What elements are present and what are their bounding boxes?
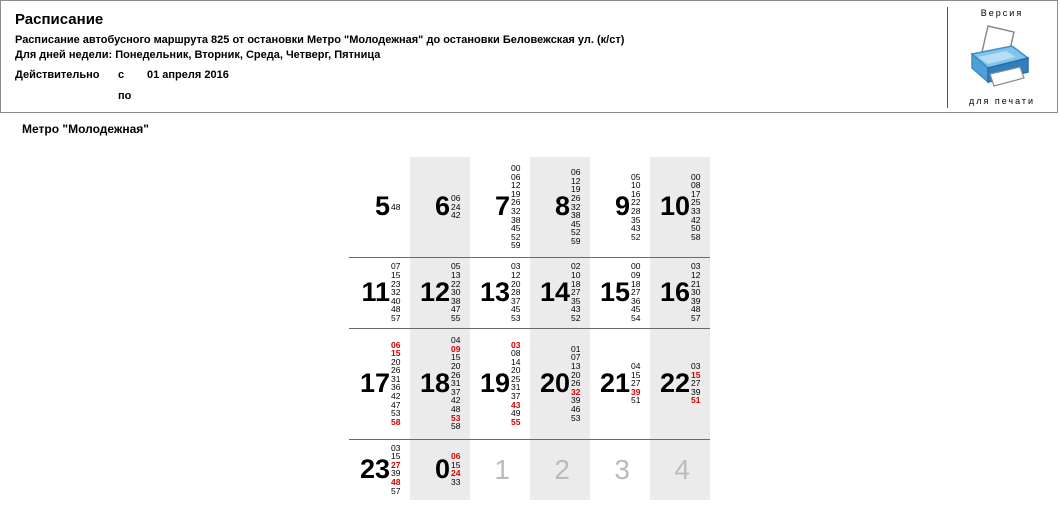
departure-minute: 47 [391,399,401,410]
departure-minute: 52 [511,231,521,242]
hour-label: 8 [554,191,570,221]
departure-minute: 25 [511,373,521,384]
departure-minute-highlighted: 43 [511,399,521,410]
hour-label: 11 [361,276,390,307]
departure-minute: 27 [631,287,641,298]
departure-minute: 39 [391,468,401,479]
hour-cell [649,439,709,500]
departure-minute: 06 [571,167,581,178]
header-panel [0,0,1058,113]
departure-minute: 46 [571,403,581,414]
departure-minute: 07 [571,352,581,363]
departure-minute: 09 [631,269,641,280]
departure-minute-highlighted: 15 [391,348,401,359]
departure-minute-highlighted: 55 [511,416,521,427]
to-label: по [118,90,132,102]
departure-minute: 00 [631,261,641,272]
departure-minute: 48 [391,201,401,212]
departure-minute: 59 [571,236,581,247]
departure-minute: 53 [391,408,401,419]
departure-minute: 31 [451,378,461,389]
departure-minute: 21 [691,278,701,289]
departure-minute: 20 [451,360,461,371]
hour-label: 21 [599,367,630,398]
departure-minute: 00 [511,163,521,173]
departure-minute: 59 [511,240,521,251]
departure-minute: 42 [451,395,461,406]
departure-minute: 14 [511,356,521,367]
hour-cell [409,257,469,328]
departure-minute: 49 [511,408,521,419]
hour-cell [469,439,529,500]
print-label-bottom: для печати [968,96,1036,106]
departure-minute: 03 [691,361,701,371]
departure-minute: 32 [511,205,521,216]
route-description: Расписание автобусного маршрута 825 от остановки Метро "Молодежная" до остановки Беловежская ул. (к/ст) [15,34,625,46]
hour-cell [349,257,409,328]
departure-minute: 39 [691,386,701,397]
minutes-list [571,345,580,422]
hour-label: 9 [614,191,630,221]
departure-minute: 40 [391,295,401,306]
departure-minute: 38 [451,295,461,306]
print-label-top: Версия [980,8,1024,18]
departure-minute: 00 [691,171,701,182]
departure-minute-highlighted: 48 [391,477,401,488]
departure-minute-highlighted: 24 [451,468,461,479]
hour-label: 6 [434,191,450,221]
hour-cell [469,328,529,439]
departure-minute: 37 [511,295,521,306]
hour-label: 19 [479,367,510,398]
minutes-list [631,262,640,322]
minutes-list [691,173,700,242]
departure-minute: 25 [691,197,701,208]
departure-minute: 38 [511,214,521,225]
departure-minute: 45 [571,218,581,229]
departure-minute: 26 [571,378,581,389]
hour-label: 14 [539,276,570,307]
hour-label: 22 [659,367,690,398]
departure-minute: 57 [391,312,401,323]
departure-minute: 42 [691,214,701,225]
departure-minute: 24 [451,201,461,212]
departure-minute: 06 [511,171,521,182]
stop-name: Метро "Молодежная" [22,122,149,136]
departure-minute: 19 [571,184,581,195]
departure-minute: 26 [571,193,581,204]
departure-minute-highlighted: 51 [691,395,701,406]
departure-minute: 02 [571,261,581,272]
hour-cell [349,439,409,500]
hour-label: 15 [599,276,630,307]
minutes-list [571,262,580,322]
departure-minute: 15 [631,369,641,380]
hour-label: 7 [494,191,510,221]
departure-minute: 08 [691,180,701,191]
departure-minute: 48 [451,403,461,414]
departure-minute: 28 [631,205,641,216]
hour-cell [589,257,649,328]
schedule-grid [349,157,710,500]
departure-minute: 08 [511,348,521,359]
hour-label: 13 [479,276,510,307]
departure-minute-highlighted: 32 [571,386,581,397]
hour-label: 16 [659,276,690,307]
departure-minute: 27 [571,287,581,298]
departure-minute: 52 [631,231,641,242]
departure-minute: 20 [511,365,521,376]
hour-cell [529,439,589,500]
departure-minute: 12 [571,175,581,186]
printer-icon[interactable] [968,24,1032,90]
departure-minute: 35 [571,295,581,306]
hour-cell [589,157,649,257]
departure-minute: 45 [511,223,521,234]
departure-minute: 04 [631,361,641,371]
departure-minute: 05 [451,261,461,272]
minutes-list [511,341,520,427]
hour-cell [589,439,649,500]
hour-label: 1 [494,453,510,485]
departure-minute: 22 [631,197,641,208]
departure-minute: 13 [451,269,461,280]
minutes-list [391,341,400,427]
departure-minute: 47 [451,304,461,315]
departure-minute: 13 [571,360,581,371]
departure-minute: 58 [691,231,701,242]
hour-label: 18 [419,367,450,398]
departure-minute: 20 [391,356,401,367]
hour-cell [349,328,409,439]
departure-minute-highlighted: 15 [691,369,701,380]
departure-minute: 26 [451,369,461,380]
minutes-list [571,168,580,245]
departure-minute: 12 [691,269,701,280]
departure-minute: 03 [511,261,521,272]
hour-label: 12 [419,276,450,307]
departure-minute: 03 [391,442,401,453]
departure-minute-highlighted: 53 [451,412,461,423]
departure-minute: 15 [451,459,461,470]
departure-minute: 04 [451,335,461,346]
departure-minute: 39 [571,395,581,406]
departure-minute: 26 [391,365,401,376]
departure-minute: 16 [631,188,641,199]
hour-label: 4 [674,453,690,485]
minutes-list [511,262,520,322]
hour-label: 17 [359,367,390,398]
hour-cell [409,328,469,439]
departure-minute: 15 [451,352,461,363]
minutes-list [511,164,520,250]
departure-minute: 42 [391,391,401,402]
minutes-list [691,262,700,322]
departure-minute: 20 [571,369,581,380]
departure-minute-highlighted: 06 [391,339,401,350]
hour-cell [409,157,469,257]
departure-minute: 27 [631,378,641,389]
hour-label: 23 [359,453,390,484]
departure-minute: 05 [631,171,641,182]
minutes-list [391,444,400,496]
hour-cell [529,257,589,328]
departure-minute: 35 [631,214,641,225]
departure-minute: 10 [631,180,641,191]
hour-cell [649,328,709,439]
departure-minute: 45 [511,304,521,315]
departure-minute: 52 [571,312,581,323]
departure-minute: 48 [391,304,401,315]
departure-minute: 28 [511,287,521,298]
hour-cell [649,257,709,328]
departure-minute-highlighted: 39 [631,386,641,397]
departure-minute: 03 [691,261,701,272]
departure-minute-highlighted: 03 [511,339,521,350]
from-date: 01 апреля 2016 [147,69,229,81]
departure-minute: 57 [691,312,701,323]
departure-minute-highlighted: 06 [451,451,461,462]
hour-label: 20 [539,367,570,398]
hour-label: 5 [374,191,390,221]
departure-minute: 31 [391,373,401,384]
hour-cell [589,328,649,439]
minutes-list [451,262,460,322]
departure-minute: 36 [631,295,641,306]
departure-minute: 43 [571,304,581,315]
hour-cell [529,157,589,257]
departure-minute: 22 [451,278,461,289]
departure-minute: 58 [451,421,461,432]
minutes-list [391,262,400,322]
page-title: Расписание [15,11,104,28]
departure-minute: 43 [631,223,641,234]
print-version-link[interactable] [950,6,1054,108]
departure-minute: 30 [691,287,701,298]
minutes-list [631,173,640,242]
departure-minute: 01 [571,343,581,354]
departure-minute: 53 [511,312,521,323]
minutes-list [451,452,460,486]
valid-label: Действительно [15,69,100,81]
hour-label: 3 [614,453,630,485]
departure-minute: 48 [691,304,701,315]
departure-minute: 51 [631,395,641,406]
departure-minute: 39 [691,295,701,306]
departure-minute: 18 [571,278,581,289]
departure-minute: 15 [391,451,401,462]
hour-cell [469,157,529,257]
minutes-list [631,362,640,405]
departure-minute-highlighted: 58 [391,416,401,427]
hour-cell [349,157,409,257]
departure-minute: 37 [451,386,461,397]
departure-minute: 23 [391,278,401,289]
departure-minute: 10 [571,269,581,280]
departure-minute: 33 [451,477,461,488]
departure-minute: 36 [391,382,401,393]
departure-minute-highlighted: 09 [451,343,461,354]
minutes-list [391,203,400,212]
hour-cell [649,157,709,257]
departure-minute: 20 [511,278,521,289]
departure-minute: 38 [571,210,581,221]
departure-minute: 32 [571,201,581,212]
minutes-list [451,194,460,220]
departure-minute: 42 [451,210,461,221]
departure-minute: 06 [451,193,461,204]
departure-minute: 50 [691,223,701,234]
departure-minute: 33 [691,205,701,216]
hour-label: 0 [434,453,450,484]
departure-minute: 55 [451,312,461,323]
departure-minute: 27 [691,378,701,389]
hour-label: 2 [554,453,570,485]
days-description: Для дней недели: Понедельник, Вторник, Среда, Четверг, Пятница [15,49,381,61]
hour-cell [529,328,589,439]
hour-label: 10 [659,191,690,221]
departure-minute: 19 [511,188,521,199]
departure-minute: 30 [451,287,461,298]
hour-cell [469,257,529,328]
departure-minute: 07 [391,261,401,272]
hour-cell [409,439,469,500]
departure-minute: 12 [511,180,521,191]
minutes-list [451,336,460,431]
departure-minute: 15 [391,269,401,280]
departure-minute: 53 [571,412,581,423]
departure-minute: 57 [391,485,401,496]
departure-minute-highlighted: 27 [391,459,401,470]
departure-minute: 17 [691,188,701,199]
departure-minute: 26 [511,197,521,208]
departure-minute: 45 [631,304,641,315]
header-divider [947,7,948,108]
from-label: с [118,69,125,81]
departure-minute: 31 [511,382,521,393]
departure-minute: 52 [571,227,581,238]
departure-minute: 54 [631,312,641,323]
minutes-list [691,362,700,405]
departure-minute: 32 [391,287,401,298]
departure-minute: 37 [511,391,521,402]
departure-minute: 18 [631,278,641,289]
departure-minute: 12 [511,269,521,280]
